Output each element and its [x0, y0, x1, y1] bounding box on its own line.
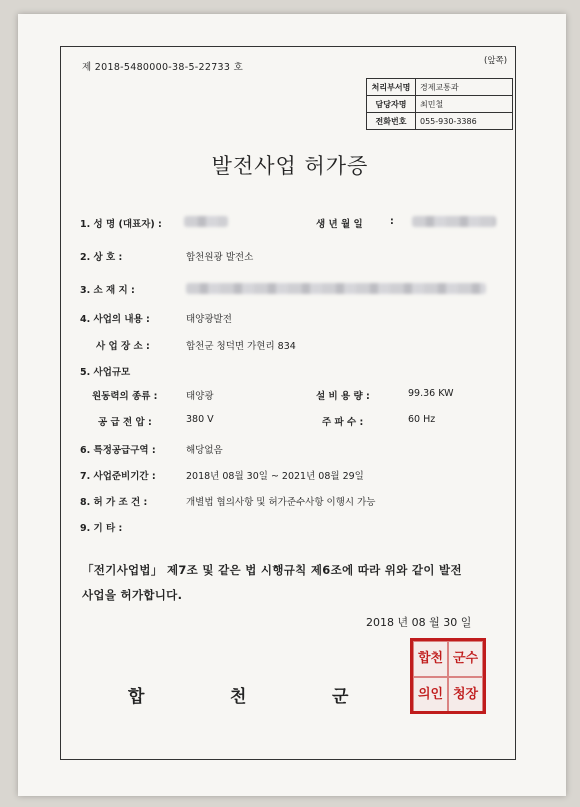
seal-glyph: 합천	[413, 641, 448, 677]
table-row	[367, 113, 513, 130]
table-row	[367, 79, 513, 96]
frequency-label: 주 파 수 :	[322, 417, 364, 428]
scale-label: 5. 사업규모	[80, 367, 131, 378]
issuer-char-3: 군	[332, 687, 349, 707]
issuer-char-1: 합	[128, 687, 145, 707]
business-label: 4. 사업의 내용 :	[80, 314, 150, 325]
address-label: 3. 소 재 지 :	[80, 285, 135, 296]
condition-label: 8. 허 가 조 건 :	[80, 497, 148, 508]
seal-glyph: 군수	[448, 641, 483, 677]
capacity-label: 설 비 용 량 :	[316, 391, 370, 402]
site-label: 사 업 장 소 :	[96, 341, 150, 352]
birth-colon: :	[390, 216, 394, 227]
trade-value: 합천원광 발전소	[186, 252, 254, 263]
site-value: 합천군 청덕면 가현리 834	[186, 341, 296, 352]
issuer-char-2: 천	[230, 687, 247, 707]
phone-value: 055-930-3386	[416, 113, 513, 130]
address-redacted	[186, 283, 486, 294]
phone-key: 전화번호	[367, 113, 416, 130]
front-page-label: (앞쪽)	[484, 56, 508, 66]
trade-label: 2. 상 호 :	[80, 252, 123, 263]
prime-mover-label: 원동력의 종류 :	[92, 391, 158, 402]
issue-date: 2018 년 08 월 30 일	[366, 616, 472, 629]
department-info-table	[366, 78, 513, 130]
name-label: 1. 성 명 (대표자) :	[80, 219, 162, 230]
prep-period-label: 7. 사업준비기간 :	[80, 471, 156, 482]
supply-area-label: 6. 특정공급구역 :	[80, 445, 156, 456]
dept-value: 경제교통과	[416, 79, 513, 96]
manager-value: 최민철	[416, 96, 513, 113]
name-redacted	[184, 216, 228, 227]
supply-area-value: 해당없음	[186, 445, 223, 456]
voltage-value: 380 V	[186, 414, 214, 425]
manager-key: 담당자명	[367, 96, 416, 113]
frequency-value: 60 Hz	[408, 414, 436, 425]
seal-glyph: 의인	[413, 677, 448, 713]
statement-line-1: 「전기사업법」 제7조 및 같은 법 시행규칙 제6조에 따라 위와 같이 발전	[82, 563, 462, 577]
voltage-label: 공 급 전 압 :	[98, 417, 152, 428]
business-value: 태양광발전	[186, 314, 232, 325]
official-seal-stamp	[410, 638, 486, 714]
document-number: 제 2018-5480000-38-5-22733 호	[82, 62, 244, 73]
prep-period-value: 2018년 08월 30일 ~ 2021년 08월 29일	[186, 471, 364, 482]
capacity-value: 99.36 KW	[408, 388, 454, 399]
statement-line-2: 사업을 허가합니다.	[82, 588, 183, 602]
document-title: 발전사업 허가증	[211, 154, 369, 178]
dept-key: 처리부서명	[367, 79, 416, 96]
table-row	[367, 96, 513, 113]
birth-label: 생 년 월 일	[316, 219, 363, 230]
birth-redacted	[412, 216, 496, 227]
seal-glyph: 청장	[448, 677, 483, 713]
condition-value: 개별법 협의사항 및 허가준수사항 이행시 가능	[186, 497, 376, 508]
prime-mover-value: 태양광	[186, 391, 214, 402]
etc-label: 9. 기 타 :	[80, 523, 123, 534]
